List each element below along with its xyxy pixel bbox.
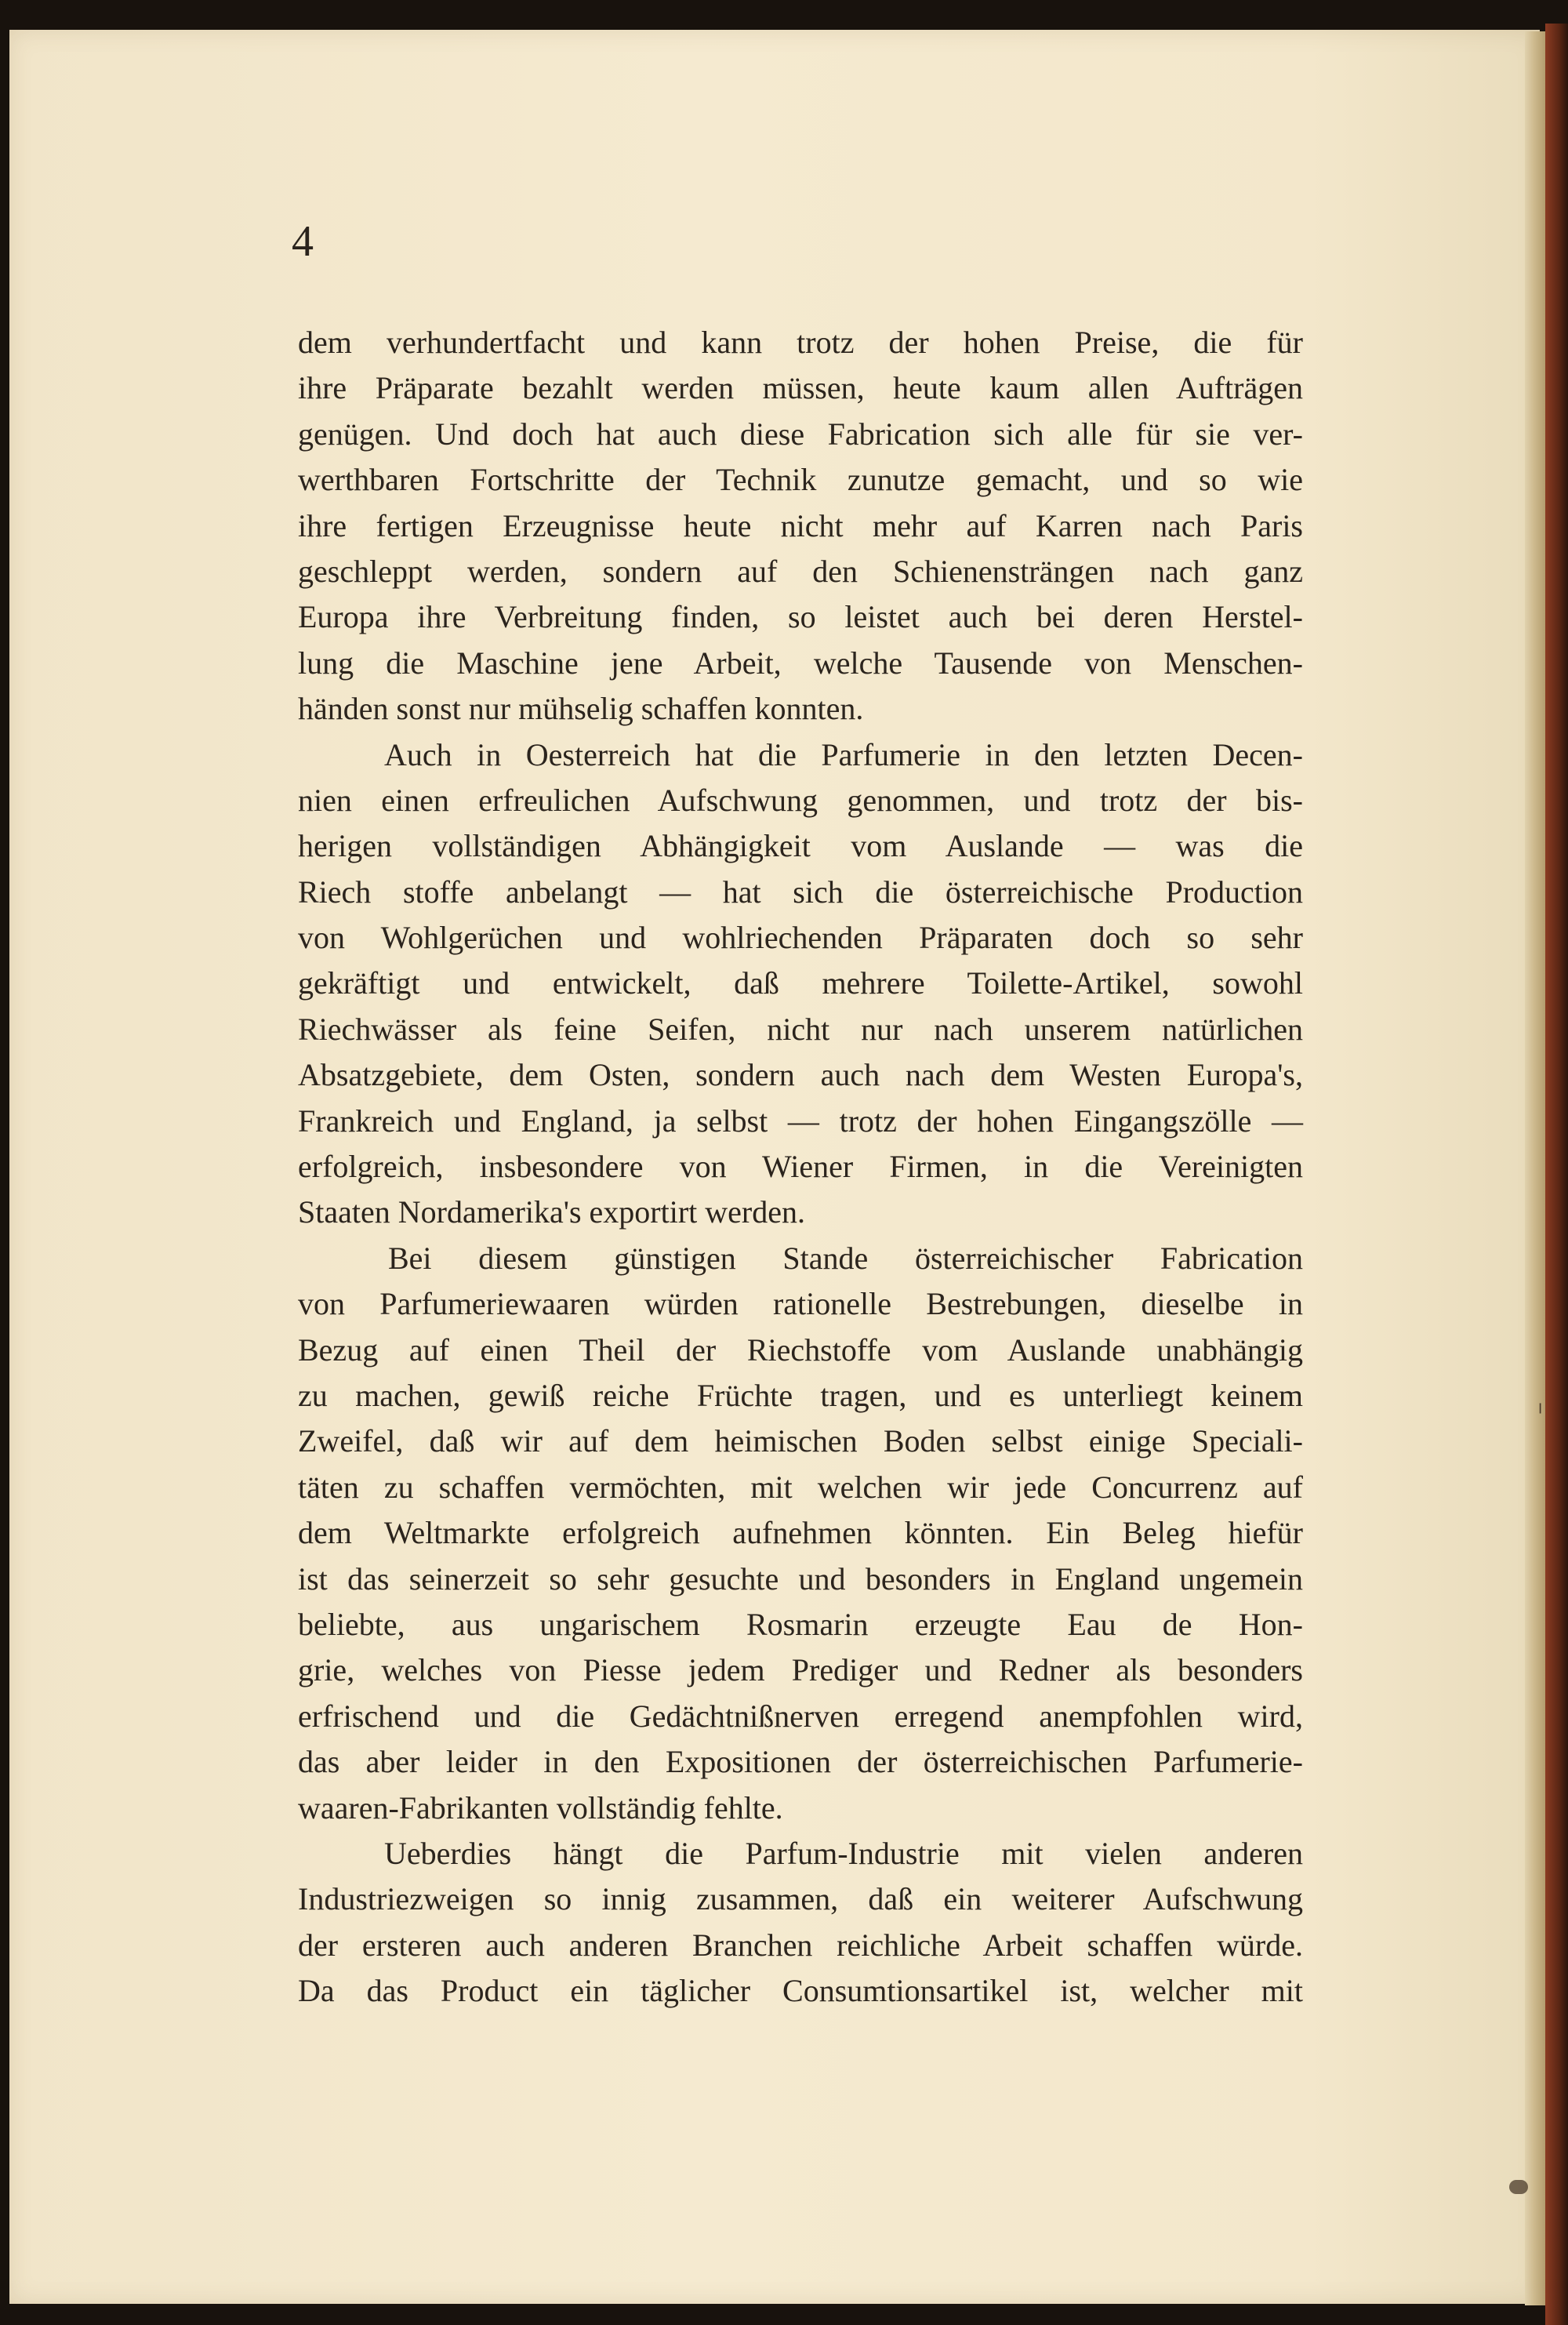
body-text (298, 320, 1303, 2014)
text-line: Da das Product ein täglicher Consumtionsartikel ist, welcher mit (298, 1973, 1303, 2009)
text-line: Auch in Oesterreich hat die Parfumerie in den letzten Decen- (384, 736, 1303, 772)
text-line: von Wohlgerüchen und wohlriechenden Präparaten doch so sehr (298, 920, 1303, 956)
text-line: zu machen, gewiß reiche Früchte tragen, und es unterliegt keinem (298, 1377, 1303, 1413)
text-line: täten zu schaffen vermöchten, mit welchen wir jede Concurrenz auf (298, 1469, 1303, 1505)
text-line: erfrischend und die Gedächtnißnerven erregend anempfohlen wird, (298, 1698, 1303, 1734)
text-line: Bezug auf einen Theil der Riechstoffe vom Auslande unabhängig (298, 1331, 1303, 1368)
text-line: Absatzgebiete, dem Osten, sondern auch nach dem Westen Europa's, (298, 1057, 1303, 1093)
text-line: ist das seinerzeit so sehr gesuchte und besonders in England ungemein (298, 1560, 1303, 1597)
book-cover-edge (1545, 24, 1568, 2325)
text-line: Zweifel, daß wir auf dem heimischen Boden selbst einige Speciali- (298, 1423, 1303, 1459)
text-line: Bei diesem günstigen Stande österreichischer Fabrication (388, 1240, 1303, 1276)
text-line: Staaten Nordamerika's exportirt werden. (298, 1194, 805, 1230)
page-number: 4 (292, 217, 314, 266)
text-line: Frankreich und England, ja selbst — trotz der hohen Eingangszölle — (298, 1103, 1303, 1139)
text-line: Industriezweigen so innig zusammen, daß ein weiterer Aufschwung (298, 1881, 1303, 1917)
text-line: nien einen erfreulichen Aufschwung genommen, und trotz der bis- (298, 782, 1303, 818)
text-line: von Parfumeriewaaren würden rationelle Bestrebungen, dieselbe in (298, 1286, 1303, 1322)
text-line: das aber leider in den Expositionen der österreichischen Parfumerie- (298, 1744, 1303, 1780)
text-line: Europa ihre Verbreitung finden, so leistet auch bei deren Herstel- (298, 599, 1303, 635)
text-line: genügen. Und doch hat auch diese Fabrication sich alle für sie ver- (298, 416, 1303, 452)
text-line: ihre Präparate bezahlt werden müssen, heute kaum allen Aufträgen (298, 370, 1303, 406)
text-line: herigen vollständigen Abhängigkeit vom Auslande — was die (298, 828, 1303, 864)
text-line: erfolgreich, insbesondere von Wiener Firmen, in die Vereinigten (298, 1149, 1303, 1185)
corner-smudge (1509, 2180, 1528, 2194)
text-line: händen sonst nur mühselig schaffen konnten. (298, 691, 864, 727)
text-line: lung die Maschine jene Arbeit, welche Tausende von Menschen- (298, 645, 1303, 681)
text-line: gekräftigt und entwickelt, daß mehrere Toilette-Artikel, sowohl (298, 965, 1303, 1001)
text-line: dem verhundertfacht und kann trotz der hohen Preise, die für (298, 325, 1303, 360)
text-line: werthbaren Fortschritte der Technik zunutze gemacht, und so wie (298, 462, 1303, 498)
text-line: dem Weltmarkte erfolgreich aufnehmen könnten. Ein Beleg hiefür (298, 1515, 1303, 1551)
text-line: ihre fertigen Erzeugnisse heute nicht mehr auf Karren nach Paris (298, 507, 1303, 543)
text-line: Riechwässer als feine Seifen, nicht nur nach unserem natürlichen (298, 1011, 1303, 1047)
page-edge (1525, 31, 1545, 2305)
text-line: Riech stoffe anbelangt — hat sich die österreichische Production (298, 874, 1303, 910)
text-line: Ueberdies hängt die Parfum-Industrie mit vielen anderen (384, 1835, 1303, 1871)
text-line: beliebte, aus ungarischem Rosmarin erzeugte Eau de Hon- (298, 1606, 1303, 1642)
text-line: der ersteren auch anderen Branchen reichliche Arbeit schaffen würde. (298, 1927, 1303, 1963)
text-line: geschleppt werden, sondern auf den Schienensträngen nach ganz (298, 553, 1303, 589)
margin-mark: ╷ (1535, 1394, 1546, 1414)
text-line: grie, welches von Piesse jedem Prediger und Redner als besonders (298, 1652, 1303, 1688)
text-line: waaren-Fabrikanten vollständig fehlte. (298, 1789, 783, 1825)
